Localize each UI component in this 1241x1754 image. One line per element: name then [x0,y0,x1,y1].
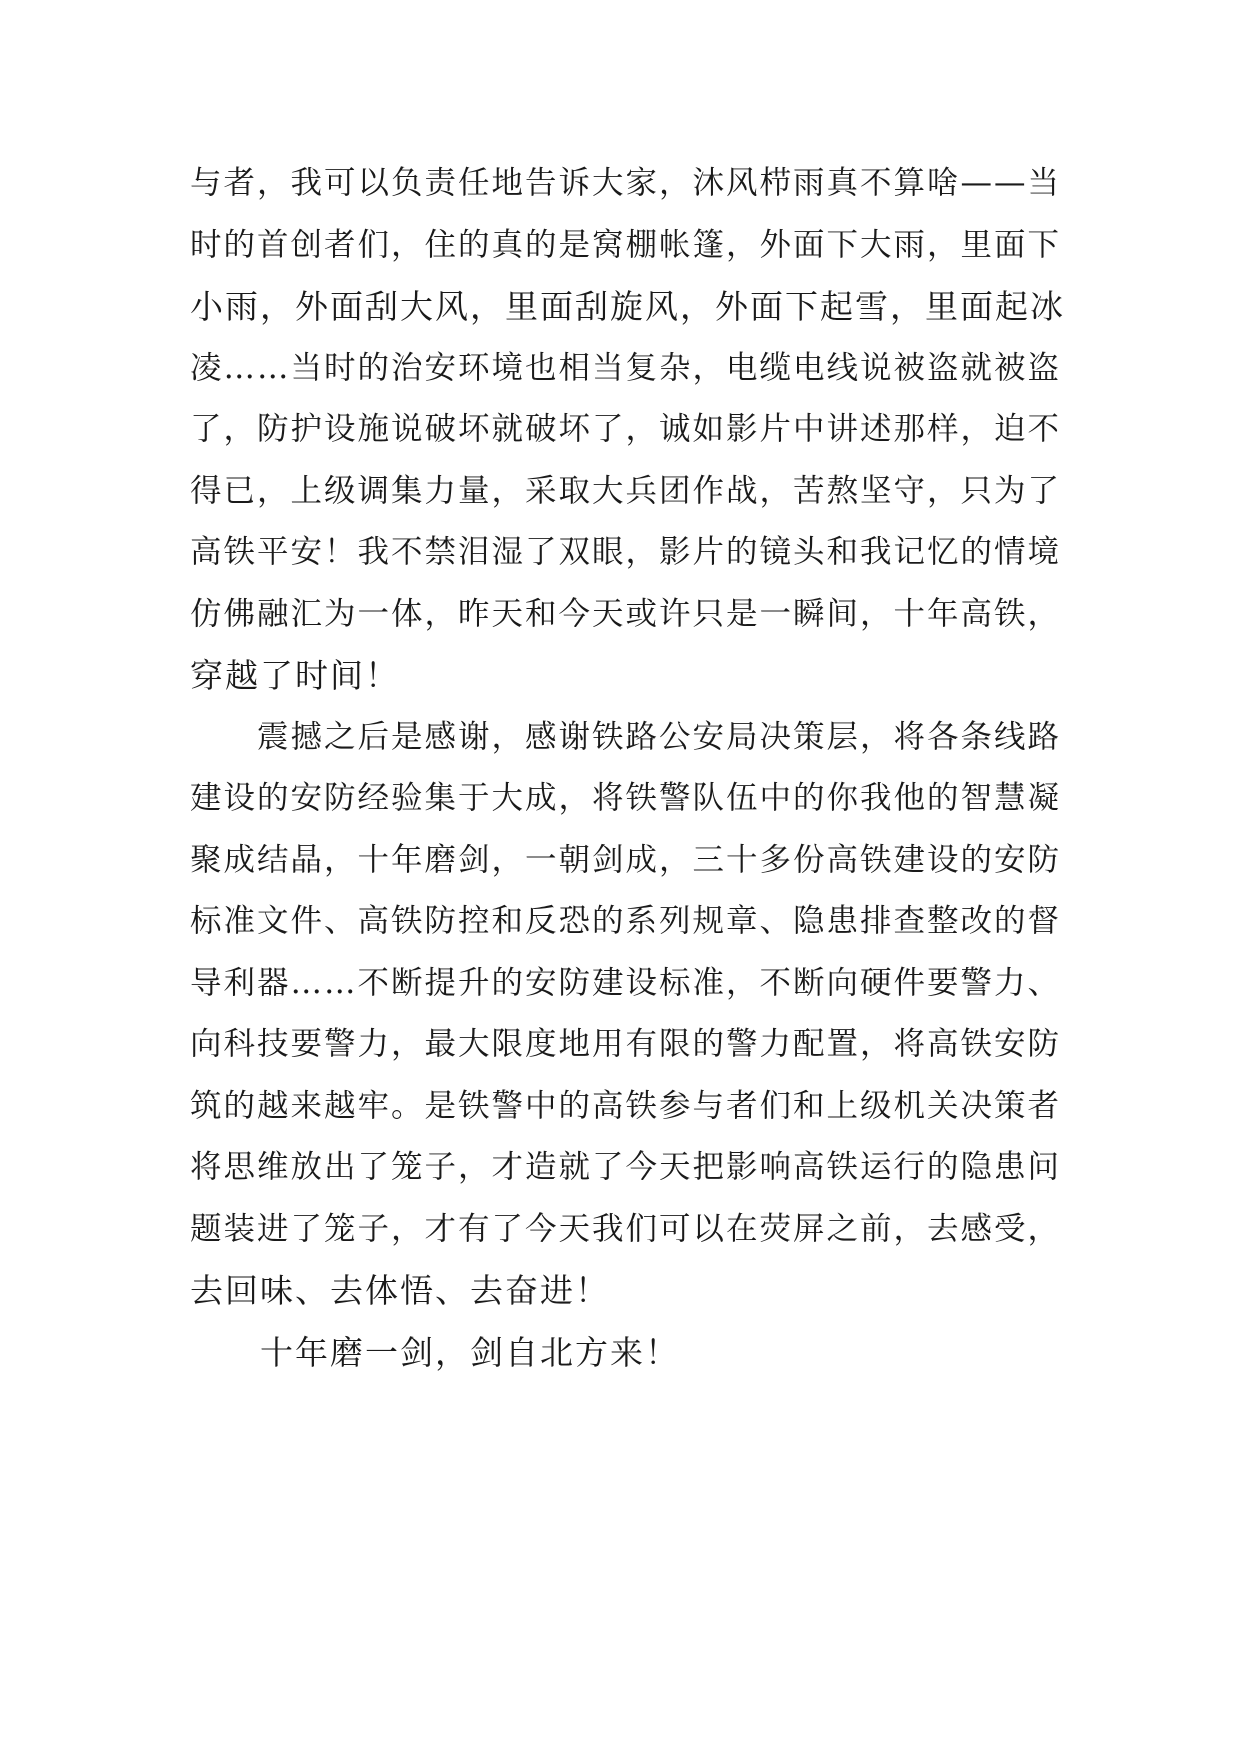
document-body [190,153,1070,1383]
text-line: 去回味、去体悟、去奋进！ [190,1271,610,1310]
text-line: 仿佛融汇为一体，昨天和今天或许只是一瞬间，十年高铁， [190,595,1062,632]
text-line: 导利器……不断提升的安防建设标准，不断向硬件要警力、 [190,964,1062,1001]
text-line: 穿越了时间！ [190,656,400,695]
text-line: 凌……当时的治安环境也相当复杂，电缆电线说被盗就被盗 [190,349,1062,386]
text-line: 了，防护设施说破坏就破坏了，诚如影片中讲述那样，迫不 [190,411,1062,447]
text-line: 建设的安防经验集于大成，将铁警队伍中的你我他的智慧凝 [190,780,1062,816]
text-line: 筑的越来越牢。是铁警中的高铁参与者们和上级机关决策者 [190,1087,1062,1124]
text-line: 将思维放出了笼子，才造就了今天把影响高铁运行的隐患问 [190,1149,1062,1185]
text-line: 与者，我可以负责任地告诉大家，沐风栉雨真不算啥——当 [190,165,1062,201]
text-line: 得已，上级调集力量，采取大兵团作战，苦熬坚守，只为了 [190,472,1062,509]
text-line: 题装进了笼子，才有了今天我们可以在荧屏之前，去感受， [190,1210,1062,1247]
text-line: 时的首创者们，住的真的是窝棚帐篷，外面下大雨，里面下 [190,226,1062,263]
closing-line: 十年磨一剑，剑自北方来！ [190,1332,680,1372]
paragraph-start-line: 震撼之后是感谢，感谢铁路公安局决策层，将各条线路 [190,718,1062,755]
text-line: 标准文件、高铁防控和反恐的系列规章、隐患排查整改的督 [190,903,1062,939]
text-line: 聚成结晶，十年磨剑，一朝剑成，三十多份高铁建设的安防 [190,841,1062,878]
text-line: 向科技要警力，最大限度地用有限的警力配置，将高铁安防 [190,1026,1062,1062]
text-line: 小雨，外面刮大风，里面刮旋风，外面下起雪，里面起冰 [190,287,1065,326]
text-line: 高铁平安！我不禁泪湿了双眼，影片的镜头和我记忆的情境 [190,534,1062,570]
